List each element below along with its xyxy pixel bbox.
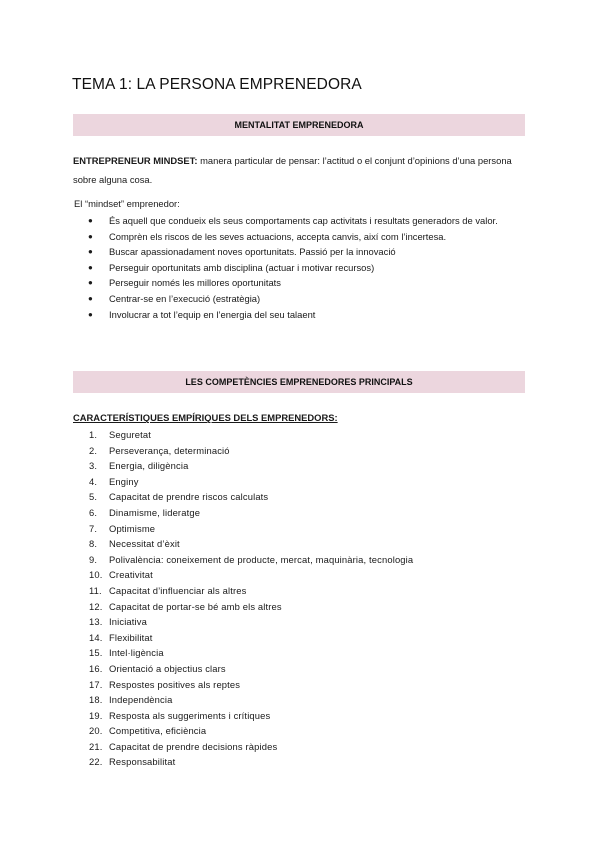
list-item-text: Energia, diligència	[109, 460, 189, 472]
list-item	[89, 521, 413, 537]
bullet-icon: ●	[88, 293, 93, 303]
list-item-number: 2.	[89, 444, 98, 456]
list-item	[89, 645, 413, 661]
list-item	[89, 474, 413, 490]
list-item-number: 22.	[89, 756, 103, 768]
list-item-number: 9.	[89, 553, 98, 565]
definition-text: manera particular de pensar: l’actitud o el conjunt d’opinions d’una persona sobre alguna cosa.	[73, 155, 512, 185]
mindset-bullet-list	[88, 213, 498, 322]
list-item	[89, 739, 413, 755]
list-item-number: 14.	[89, 631, 103, 643]
section-heading-mentalitat	[73, 114, 525, 136]
list-item-text: Necessitat d’èxit	[109, 538, 180, 550]
bullet-item	[88, 229, 498, 245]
section-heading-competencies	[73, 371, 525, 393]
bullet-icon: ●	[88, 247, 93, 257]
list-item	[89, 661, 413, 677]
list-item-text: Perseverança, determinació	[109, 444, 230, 456]
bullet-item	[88, 260, 498, 276]
list-item-text: Polivalència: coneixement de producte, mercat, maquinària, tecnologia	[109, 553, 414, 565]
list-item-number: 5.	[89, 491, 98, 503]
list-item-number: 21.	[89, 740, 103, 752]
section-heading-label: MENTALITAT EMPRENEDORA	[234, 120, 364, 130]
mindset-definition	[73, 151, 528, 189]
list-item	[89, 583, 413, 599]
list-item-text: Responsabilitat	[109, 756, 176, 768]
list-item	[89, 708, 413, 724]
list-item-number: 16.	[89, 662, 103, 674]
definition-term: ENTREPRENEUR MINDSET:	[73, 155, 198, 166]
list-item	[89, 427, 413, 443]
list-item-text: Orientació a objectius clars	[109, 662, 226, 674]
bullet-text: És aquell que condueix els seus comportaments cap activitats i resultats generadors de valor.	[109, 215, 498, 226]
list-item-number: 4.	[89, 475, 98, 487]
list-item-number: 12.	[89, 600, 103, 612]
list-item	[89, 536, 413, 552]
bullet-icon: ●	[88, 309, 93, 319]
list-item-text: Flexibilitat	[109, 631, 153, 643]
list-item-text: Optimisme	[109, 522, 156, 534]
bullet-text: Centrar-se en l’execució (estratègia)	[109, 292, 261, 304]
list-item-text: Capacitat de prendre riscos calculats	[109, 491, 269, 503]
list-item	[89, 614, 413, 630]
list-item-number: 8.	[89, 538, 98, 550]
list-item-number: 15.	[89, 647, 103, 659]
list-item-text: Resposta als suggeriments i crítiques	[109, 709, 271, 721]
section-heading-label: LES COMPETÈNCIES EMPRENEDORES PRINCIPALS	[185, 377, 413, 387]
list-item-number: 13.	[89, 616, 103, 628]
bullet-text: Perseguir només les millores oportunitats	[109, 277, 281, 289]
bullet-icon: ●	[88, 262, 93, 272]
list-item-number: 10.	[89, 569, 103, 581]
list-item-text: Independència	[109, 694, 173, 706]
bullet-icon: ●	[88, 278, 93, 288]
bullet-item	[88, 291, 498, 307]
list-item-number: 1.	[89, 429, 98, 440]
bullet-item	[88, 244, 498, 260]
list-item	[89, 505, 413, 521]
bullet-text: Buscar apassionadament noves oportunitats. Passió per la innovació	[109, 246, 396, 258]
bullet-icon: ●	[88, 231, 93, 241]
list-item-text: Intel·ligència	[109, 647, 164, 659]
list-item	[89, 567, 413, 583]
list-item	[89, 630, 413, 646]
list-item-number: 11.	[89, 584, 102, 596]
list-item-number: 19.	[89, 709, 103, 721]
page-title: TEMA 1: LA PERSONA EMPRENEDORA	[72, 76, 362, 93]
list-item-text: Capacitat de portar-se bé amb els altres	[109, 600, 282, 612]
list-item	[89, 677, 413, 693]
list-item	[89, 443, 413, 459]
list-item-text: Respostes positives als reptes	[109, 678, 241, 690]
bullet-item	[88, 307, 498, 323]
list-item	[89, 754, 413, 770]
list-item-number: 20.	[89, 725, 103, 737]
bullet-icon: ●	[88, 216, 93, 225]
list-item-text: Capacitat d’influenciar als altres	[109, 584, 247, 596]
list-item-text: Capacitat de prendre decisions ràpides	[109, 740, 278, 752]
characteristics-list	[89, 427, 413, 770]
list-item-number: 7.	[89, 522, 98, 534]
bullet-text: Comprèn els riscos de les seves actuacions, accepta canvis, així com l’incertesa.	[109, 230, 447, 242]
bullet-item	[88, 213, 498, 229]
list-item	[89, 599, 413, 615]
list-item-number: 17.	[89, 678, 103, 690]
list-item-text: Enginy	[109, 475, 139, 487]
bullet-text: Involucrar a tot l’equip en l’energia del seu talaent	[109, 308, 316, 320]
list-item	[89, 723, 413, 739]
list-item-text: Iniciativa	[109, 616, 147, 628]
list-item-number: 6.	[89, 506, 98, 518]
list-item-number: 18.	[89, 694, 103, 706]
list-item-number: 3.	[89, 460, 98, 472]
list-item	[89, 552, 413, 568]
bullet-text: Perseguir oportunitats amb disciplina (actuar i motivar recursos)	[109, 261, 375, 273]
mindset-intro: El “mindset” emprenedor:	[74, 198, 180, 209]
list-item-text: Creativitat	[109, 569, 153, 581]
list-item-text: Competitiva, eficiència	[109, 725, 207, 737]
list-item	[89, 489, 413, 505]
list-item-text: Dinamisme, lideratge	[109, 506, 201, 518]
list-item-text: Seguretat	[109, 429, 152, 440]
list-item	[89, 692, 413, 708]
list-item	[89, 458, 413, 474]
characteristics-subheading: CARACTERÍSTIQUES EMPÍRIQUES DELS EMPRENEDORS:	[73, 412, 338, 423]
bullet-item	[88, 275, 498, 291]
